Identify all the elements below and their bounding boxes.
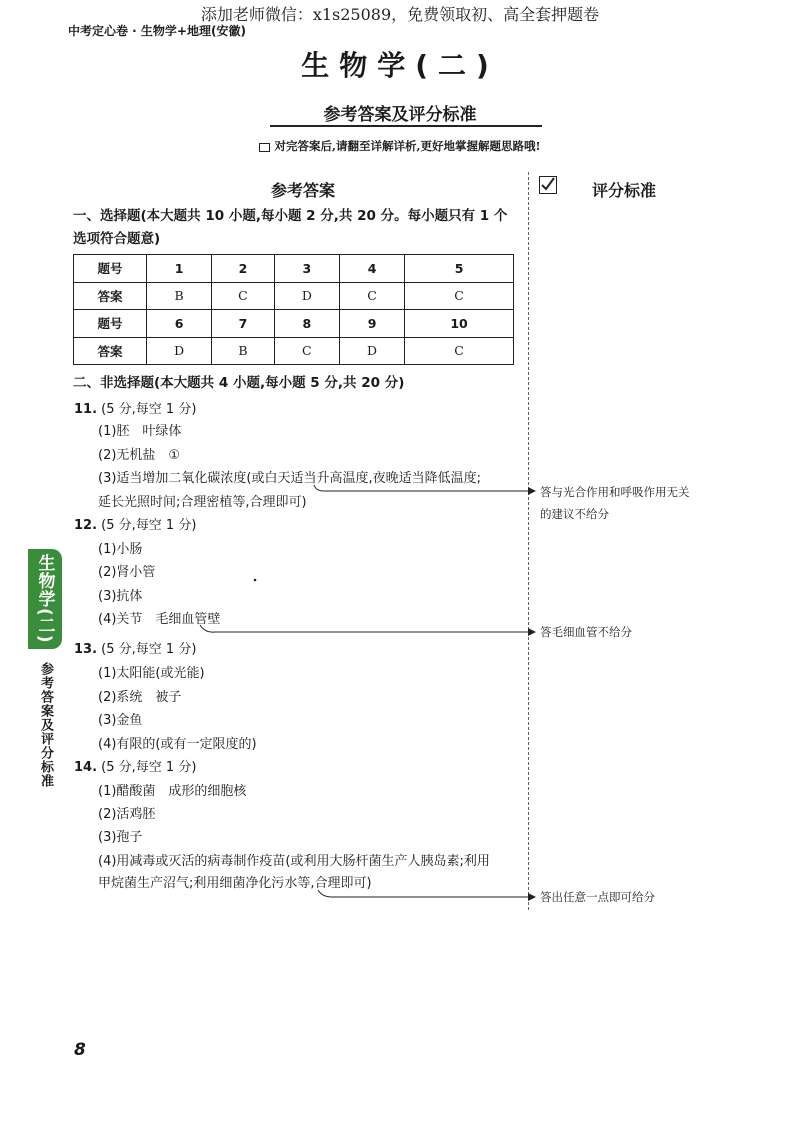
table-cell: 6 <box>147 310 212 338</box>
scoring-note: 答与光合作用和呼吸作用无关 <box>540 485 690 499</box>
question-points: (5 分,每空 1 分) <box>101 760 197 775</box>
table-cell: C <box>405 282 514 310</box>
table-cell: B <box>147 282 212 310</box>
question-points: (5 分,每空 1 分) <box>101 402 197 417</box>
table-cell: 5 <box>405 255 514 283</box>
table-cell: 题号 <box>74 310 147 338</box>
table-cell: B <box>212 337 275 365</box>
question-number: 11. <box>74 402 98 417</box>
answer-line: (1)胚 叶绿体 <box>98 424 182 439</box>
question-number: 13. <box>74 642 98 657</box>
answer-line: (1)醋酸菌 成形的细胞核 <box>98 784 247 799</box>
table-cell: 答案 <box>74 282 147 310</box>
answer-line: (1)太阳能(或光能) <box>98 666 205 681</box>
table-cell: 1 <box>147 255 212 283</box>
answer-line: (2)系统 被子 <box>98 690 182 705</box>
scoring-header: 评分标准 <box>592 181 657 200</box>
table-cell: C <box>212 282 275 310</box>
answer-line: (2)肾小管 <box>98 565 156 580</box>
answer-line: (2)活鸡胚 <box>98 807 156 822</box>
answer-line: (1)小肠 <box>98 542 143 557</box>
side-tab-label: 生物学(二) <box>34 554 55 644</box>
table-cell: 4 <box>339 255 404 283</box>
answer-line: (3)适当增加二氧化碳浓度(或白天适当升高温度,夜晚适当降低温度; <box>98 471 481 486</box>
table-cell: 8 <box>274 310 339 338</box>
answer-line: 甲烷菌生产沼气;利用细菌净化污水等,合理即可) <box>98 876 372 891</box>
table-cell: D <box>274 282 339 310</box>
answer-line: (3)金鱼 <box>98 713 143 728</box>
table-cell: C <box>274 337 339 365</box>
page-subtitle: 参考答案及评分标准 <box>323 105 477 125</box>
side-tab <box>28 549 62 649</box>
answer-line: (4)用减毒或灭活的病毒制作疫苗(或利用大肠杆菌生产人胰岛素;利用 <box>98 854 490 869</box>
page-number: 8 <box>74 1040 86 1060</box>
question-number: 12. <box>74 518 98 533</box>
watermark-text: 添加老师微信：x1s25089，免费领取初、高全套押题卷 <box>200 5 600 24</box>
side-label: 参考答案及评分标准 <box>38 662 53 788</box>
section1-heading: 一、选择题(本大题共 10 小题,每小题 2 分,共 20 分。每小题只有 1 个选项符合题意) <box>73 208 508 247</box>
table-cell: 2 <box>212 255 275 283</box>
answer-line: (2)无机盐 ① <box>98 448 181 463</box>
table-cell: D <box>339 337 404 365</box>
answers-header: 参考答案 <box>270 181 335 200</box>
table-cell: 7 <box>212 310 275 338</box>
answer-line: (3)抗体 <box>98 589 143 604</box>
scoring-note: 的建议不给分 <box>540 507 609 521</box>
page-title: 生物学(二) <box>301 49 499 82</box>
notice-text: 对完答案后,请翻至详解详析,更好地掌握解题思路哦! <box>274 139 541 153</box>
answer-line: (4)关节 毛细血管壁 <box>98 612 221 627</box>
table-cell: 题号 <box>74 255 147 283</box>
answer-line: (4)有限的(或有一定限度的) <box>98 737 257 752</box>
scoring-note: 答毛细血管不给分 <box>540 625 632 639</box>
table-cell: 9 <box>339 310 404 338</box>
table-cell: 3 <box>274 255 339 283</box>
series-title: 中考定心卷 · 生物学+地理(安徽) <box>68 24 246 38</box>
table-cell: 答案 <box>74 337 147 365</box>
section2-heading: 二、非选择题(本大题共 4 小题,每小题 5 分,共 20 分) <box>73 375 405 391</box>
answer-line: 延长光照时间;合理密植等,合理即可) <box>98 495 307 510</box>
table-cell: D <box>147 337 212 365</box>
table-cell: C <box>405 337 514 365</box>
answer-line: (3)孢子 <box>98 830 143 845</box>
table-cell: 10 <box>405 310 514 338</box>
question-points: (5 分,每空 1 分) <box>101 642 197 657</box>
question-points: (5 分,每空 1 分) <box>101 518 197 533</box>
question-number: 14. <box>74 760 98 775</box>
scoring-note: 答出任意一点即可给分 <box>540 890 655 904</box>
table-cell: C <box>339 282 404 310</box>
